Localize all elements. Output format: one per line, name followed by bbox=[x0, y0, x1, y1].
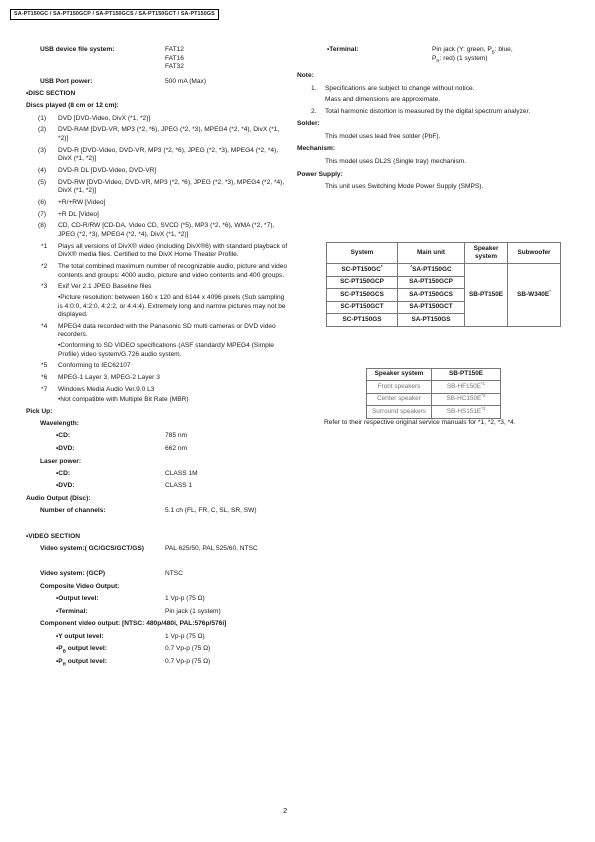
table-row bbox=[327, 264, 561, 277]
disc-section-heading: •DISC SECTION bbox=[26, 90, 76, 98]
table-cell: Center speaker bbox=[367, 393, 432, 406]
table-header: Speaker system bbox=[465, 243, 508, 264]
table-header: SB-PT150E bbox=[432, 369, 501, 381]
right-column bbox=[297, 46, 567, 196]
list-item: (1) DVD [DVD-Video, DivX (*1, *2)] bbox=[38, 114, 151, 122]
list-item: (4) DVD-R DL [DVD-Video, DVD-VR] bbox=[38, 166, 157, 174]
terminal-row: •Terminal: Pin jack (1 system) bbox=[56, 607, 221, 615]
video-section-heading: •VIDEO SECTION bbox=[26, 532, 80, 540]
table-cell: SA-PT150GS bbox=[398, 314, 465, 327]
pickup-heading: Pick Up: bbox=[26, 408, 53, 416]
model-header: SA-PT150GC / SA-PT150GCP / SA-PT150GCS / SA-PT150GCT / SA-PT150GS bbox=[10, 9, 219, 20]
footnote-item: *6 MPEG-1 Layer 3, MPEG-2 Layer 3 bbox=[41, 374, 160, 381]
list-item: (7) +R DL [Video] bbox=[38, 210, 99, 218]
solder-heading: Solder: bbox=[297, 120, 320, 128]
video-system-gcp-row: Video system: (GCP) NTSC bbox=[40, 570, 183, 578]
footnote-list bbox=[26, 243, 288, 405]
pb-level-row: $•P_B$ output level: 0.7 Vp-p (75 Ω) bbox=[56, 645, 211, 654]
channels-row: Number of channels: 5.1 ch (FL, FR, C, SL, SR, SW) bbox=[40, 507, 257, 515]
cd-laser-row: •CD: CLASS 1M bbox=[56, 469, 198, 477]
cd-wavelength-row: •CD: 785 nm bbox=[56, 432, 187, 440]
table-cell: SC-PT150GCP bbox=[327, 276, 398, 289]
note-heading: Note: bbox=[297, 72, 314, 79]
table-cell: SA-PT150GCT bbox=[398, 301, 465, 314]
mechanism-text: This model uses DL2S (Single tray) mechanism. bbox=[325, 157, 467, 165]
dvd-wavelength-row: •DVD: 662 nm bbox=[56, 444, 187, 452]
table-cell: SC-PT150GCS bbox=[327, 289, 398, 302]
table-cell: SC-PT150GC* bbox=[327, 264, 398, 277]
footnote-item: *5 Conforming to IEC62107 bbox=[41, 362, 131, 370]
usb-fs-value: FAT16 bbox=[165, 54, 184, 62]
list-item: (3) DVD-R [DVD-Video, DVD-VR, MP3 (*2, *6), JPEG (*2, *3), MPEG4 (*2, *4), DivX (*1, *2)] bbox=[38, 146, 279, 163]
table-header: Subwoofer bbox=[508, 243, 561, 264]
pr-level-row: $•P_R$ output level: 0.7 Vp-p (75 Ω) bbox=[56, 657, 211, 666]
subwoofer-cell: SB-W340E* bbox=[508, 264, 561, 327]
power-supply-heading: Power Supply: bbox=[297, 170, 343, 178]
usb-power-label: USB Port power: bbox=[40, 77, 93, 85]
table-cell: SA-PT150GCS bbox=[398, 289, 465, 302]
output-level-row: •Output level: 1 Vp-p (75 Ω) bbox=[56, 595, 205, 603]
discs-played-heading: Discs played (8 cm or 12 cm): bbox=[26, 102, 119, 110]
table-header: System bbox=[327, 243, 398, 264]
table-header-row bbox=[367, 369, 501, 381]
table-cell: $SB-HC150E^{*2}$ bbox=[432, 393, 501, 406]
page-number: 2 bbox=[283, 806, 288, 815]
table-cell: Surround speakers bbox=[367, 406, 432, 419]
speaker-cell: SB-PT150E bbox=[465, 264, 508, 327]
table-cell: SC-PT150GCT bbox=[327, 301, 398, 314]
usb-fs-value: FAT32 bbox=[165, 63, 184, 71]
table-row bbox=[367, 381, 501, 394]
footnote-item: *2 The total combined maximum number of recognizable audio, picture and video contents and groups: 4000 audio, picture and video contents and 400 groups. bbox=[41, 263, 288, 279]
refer-text: Refer to their respective original service manuals for *1, *2, *3, *4. bbox=[324, 419, 516, 426]
usb-fs-values bbox=[165, 46, 285, 72]
table-cell: $SB-HF150E^{*1}$ bbox=[432, 381, 501, 394]
system-table bbox=[326, 242, 561, 327]
list-item: (8) CD, CD-R/RW [CD-DA, Video CD, SVCD (*5), MP3 (*2, *6), WMA (*2, *7), JPEG (*2, *3), MPEG4 (*2, *4), DivX (*1, *2)] bbox=[38, 222, 275, 238]
table-cell: $SB-HS151E^{*3}$ bbox=[432, 406, 501, 419]
power-supply-text: This unit uses Switching Mode Power Supply (SMPS). bbox=[325, 183, 484, 191]
wavelength-heading: Wavelength: bbox=[40, 420, 79, 428]
footnote-item: *3 Exif Ver 2.1 JPEG Baseline files •Picture resolution: between 160 x 120 and 6144 x 4096 pixels (Sub sampling is 4:0:0, 4:2:0, 4:2:2, or 4:4:4). Extremely long and narrow pictures may not be displayed. bbox=[41, 283, 286, 319]
disc-list bbox=[26, 115, 288, 240]
footnote-item: *4 MPEG4 data recorded with the Panasonic SD multi cameras or DVD video recorders. •Conforming to SD VIDEO specifications (ASF standard)/ MPEG4 (Simple Profile) video system/G.726 audio system. bbox=[41, 322, 276, 358]
video-system-row: Video system:( GC/GCS/GCT/GS) PAL 625/50, PAL 525/60, NTSC bbox=[40, 544, 258, 552]
usb-power-value: 500 mA (Max) bbox=[165, 77, 207, 85]
note-item: 2. Total harmonic distortion is measured by the digital spectrum analyzer. bbox=[311, 107, 531, 115]
table-header-row bbox=[327, 243, 561, 264]
table-cell: SC-PT150GS bbox=[327, 314, 398, 327]
table-row bbox=[367, 393, 501, 406]
usb-fs-label: USB device file system: bbox=[40, 46, 115, 53]
table-cell: Front speakers bbox=[367, 381, 432, 394]
list-item: (5) DVD-RW [DVD-Video, DVD-VR, MP3 (*2, *6), JPEG (*2, *3), MPEG4 (*2, *4), DivX (*1, *2)] bbox=[38, 178, 285, 195]
mechanism-heading: Mechanism: bbox=[297, 145, 336, 153]
table-cell: *SA-PT150GC bbox=[398, 264, 465, 277]
composite-heading: Composite Video Output: bbox=[40, 583, 120, 590]
list-item: (6) +R/+RW [Video] bbox=[38, 198, 106, 206]
note-item: 1. Specifications are subject to change without notice. Mass and dimensions are approximate. bbox=[311, 84, 475, 104]
usb-fs-row bbox=[26, 46, 288, 71]
footnote-item: *1 Plays all versions of DivX® video (including DivX®6) with standard playback of DivX® media files. Certified to the DivX Home Theater Profile. bbox=[41, 242, 288, 259]
list-item: (2) DVD-RAM [DVD-VR, MP3 (*2, *6), JPEG (*2, *3), MPEG4 (*2, *4), DivX (*1, *2)] bbox=[38, 126, 280, 142]
y-level-row: •Y output level: 1 Vp-p (75 Ω) bbox=[56, 632, 205, 640]
table-row bbox=[367, 406, 501, 419]
usb-power-row bbox=[26, 78, 288, 87]
usb-fs-value: FAT12 bbox=[165, 46, 184, 53]
left-column bbox=[26, 46, 288, 670]
audio-output-heading: Audio Output (Disc): bbox=[26, 494, 91, 502]
laser-power-heading: Laser power: bbox=[40, 457, 82, 465]
table-cell: SA-PT150GCP bbox=[398, 276, 465, 289]
footnote-item: *7 Windows Media Audio Ver.9.0 L3 •Not compatible with Multiple Bit Rate (MBR) bbox=[41, 385, 189, 404]
table-header: Speaker system bbox=[367, 369, 432, 381]
component-heading: Component video output: [NTSC: 480p/480i, PAL:576p/576i] bbox=[40, 620, 227, 628]
solder-text: This model uses lead free solder (PbF). bbox=[325, 132, 441, 140]
dvd-laser-row: •DVD: CLASS 1 bbox=[56, 482, 193, 490]
speaker-table bbox=[366, 368, 501, 419]
component-terminal-row: •Terminal: Pin jack (Y: green, $P_B$: blue, $P_R$: red) (1 system) bbox=[327, 46, 513, 63]
table-header: Main unit bbox=[398, 243, 465, 264]
